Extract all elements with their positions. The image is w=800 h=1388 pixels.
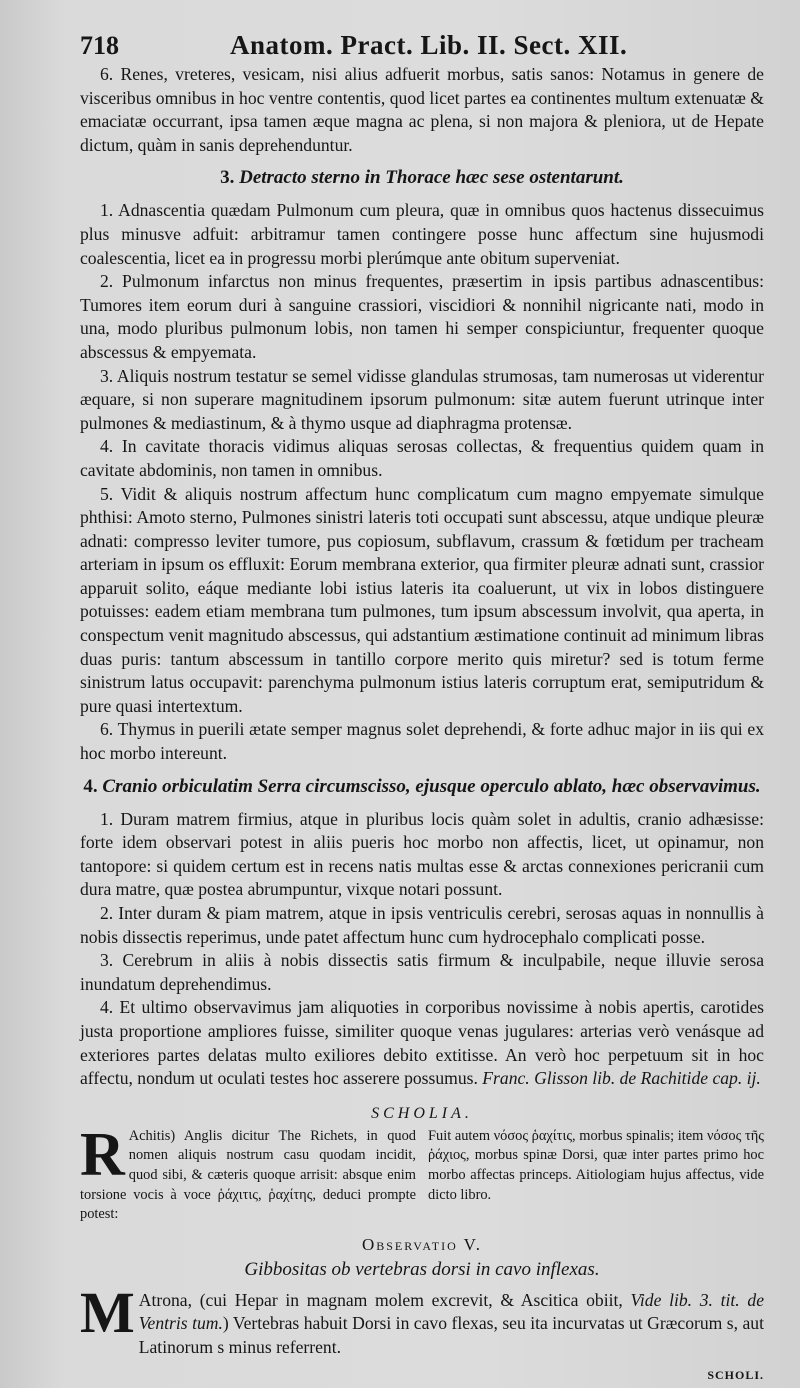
section-4-paragraph: 1. Duram matrem firmius, atque in pluribus locis quàm solet in adultis, cranio adhæsisse: forte idem observari potest in aliis pueris hoc morbo non affectis, licet, ut opinamur, non tantopore: si quidem certum est in recens natis multas esse & arctas connexiones pericranii cum dura matre, quæ postea abrumpuntur, vixque notari possunt. bbox=[80, 808, 764, 900]
section-3-paragraph: 3. Aliquis nostrum testatur se semel vidisse glandulas strumosas, tam numerosas ut viderentur æquare, si non superare magnitudinem ipsorum pulmonum: sitæ autem fuerunt utrinque inter pulmones & mediastinum, & à thymo usque ad diaphragma protensæ. bbox=[80, 365, 764, 433]
section-3-paragraph: 1. Adnascentia quædam Pulmonum cum pleura, quæ in omnibus quos hactenus dissecuimus plus minusve adfuit: arbitramur tamen contingere posse hunc affectum sine hujusmodi coalescentia, licet ea in progressu morbi plerúmque ante obitum superveniat. bbox=[80, 200, 764, 268]
observatio-text bbox=[80, 1279, 765, 1360]
section-4-heading bbox=[80, 774, 764, 800]
observatio-subtitle: Gibbositas ob vertebras dorsi in cavo inflexas. bbox=[244, 1258, 600, 1280]
section-title: Cranio orbiculatim Serra circumscisso, ejusque operculo ablato, hæc observavimus. bbox=[102, 775, 761, 797]
scholia-columns bbox=[80, 1120, 764, 1225]
cross-reference: Vide lib. 3. tit. de Ventris tum. bbox=[138, 1289, 765, 1334]
page-header bbox=[80, 30, 764, 61]
scholia-right-text: Fuit autem νόσος ῥαχίτις, morbus spinalis; item νόσος τῆς ῥάχιος, morbus spinæ Dorsi, quæ inter partes primo hoc morbo affectas princeps. Aitiologiam hujus affectus, vide dicto libro. bbox=[428, 1127, 764, 1203]
section-number: 3. bbox=[220, 167, 235, 189]
drop-cap: M bbox=[80, 1279, 135, 1345]
running-head: Anatom. Pract. Lib. II. Sect. XII. bbox=[230, 30, 628, 60]
observatio-title: Observatio V. bbox=[361, 1234, 483, 1254]
scholia-right-column bbox=[428, 1127, 764, 1225]
section-3-paragraph: 5. Vidit & aliquis nostrum affectum hunc complicatum cum magno empyemate simulque phthisi: Amoto sterno, Pulmones sinistri lateris toti occupati sunt abscessu, atque undique pleuræ adnati: compresso leviter tumore, pus copiosum, subflavum, crassum & fœtidum per tracheam arteriam in ipsum os effluxit: Eorum membrana exterior, qua firmiter pleuræ adnati sunt, crassior apparuit solito, eáque mediante lobi istius lateris ita coaluerunt, ut vix in lobos distinguere potuisses: eadem etiam membrana tum pulmones, tum ipsum abscessum involvit, qua aperta, in conspectum venit magnitudo abscessus, qui adstantium æstimatione continuit ad minimum libras duas puris: tantum abscessum in tantillo corpore merito quis miretur? sed is totum ferme sinistrum latus occupavit: parenchyma pulmonum istius lateris corruptum erat, semiputridum & pure quasi intertextum. bbox=[80, 483, 764, 716]
drop-cap: R bbox=[80, 1120, 125, 1189]
section-4-paragraph: 2. Inter duram & piam matrem, atque in ipsis ventriculis cerebri, serosas aquas in nonnullis à nobis dissectis reperimus, unde patet affectum hunc cum hydrocephalo complicati posse. bbox=[80, 903, 764, 947]
page-number: 718 bbox=[80, 31, 119, 60]
paragraph-renes: 6. Renes, vreteres, vesicam, nisi alius adfuerit morbus, satis sanos: Notamus in genere de visceribus omnibus in hoc ventre contentis, quod licet partes ea continentes multum extenuatæ & emaciatæ occurrant, ipsa tamen æque magna ac plena, si non majora & pleniora, ut de Hepate dictum, quàm in sanis deprehenduntur. bbox=[80, 64, 764, 155]
section-number: 4. bbox=[83, 775, 98, 797]
observatio-text-a: Atrona, (cui Hepar in magnam molem excrevit, & Ascitica obiit, bbox=[138, 1289, 623, 1310]
paragraph-text: 4. Et ultimo observavimus jam aliquoties in corporibus novissime à nobis apertis, carotides justa proportione ampliores fuisse, similiter quoque venas jugulares: arterias verò venásque ad exteriores partes delatas multo exiliores debito extitisse. An verò hoc perpetuum sit in hoc affectu, nondum ut oculati testes hoc asserere possumus. bbox=[80, 997, 764, 1089]
section-3-paragraph: 6. Thymus in puerili ætate semper magnus solet deprehendi, & forte adhuc major in iis qui ex hoc morbo intereunt. bbox=[80, 719, 764, 764]
observatio-text-b: ) Vertebras habuit Dorsi in cavo flexas, seu ita incurvatas ut Græcorum s, aut Latinorum s minus referrent. bbox=[138, 1313, 764, 1357]
citation: Franc. Glisson lib. de Rachitide cap. ij. bbox=[482, 1068, 761, 1089]
section-3-heading bbox=[80, 165, 764, 191]
scholia-left-column bbox=[80, 1120, 416, 1225]
section-3-paragraph: 2. Pulmonum infarctus non minus frequentes, præsertim in ipsis partibus adnascentibus: Tumores item eorum duri à sanguine crassiori, viscidiori & nonnihil nigricante nati, modo in una, modo pluribus pulmonum lobis, non tamen hi semper conspiciuntur, frequenter quoque abscessus & empyemata. bbox=[80, 271, 764, 362]
scholia-left-text: Achitis) Anglis dicitur The Richets, in quod nomen aliquis nostrum casu quodam incidit, quod sibi, & cæteris quoque arrisit: absque enim torsione vocis à voce ῥάχιτις, ῥαχίτης, deduci prompte potest: bbox=[80, 1127, 416, 1223]
catchword: SCHOLI. bbox=[707, 1367, 764, 1382]
section-4-paragraph: 3. Cerebrum in aliis à nobis dissectis satis firmum & inculpabile, neque illuvie serosa inundatum deprehendimus. bbox=[80, 950, 764, 994]
section-title: Detracto sterno in Thorace hæc sese ostentarunt. bbox=[239, 167, 624, 189]
section-4-paragraph bbox=[80, 996, 764, 1090]
scholia-title: SCHOLIA. bbox=[371, 1104, 473, 1122]
section-3-paragraph: 4. In cavitate thoracis vidimus aliquas serosas collectas, & frequentius quidem quam in cavitate abdominis, non tamen in omnibus. bbox=[80, 436, 764, 480]
